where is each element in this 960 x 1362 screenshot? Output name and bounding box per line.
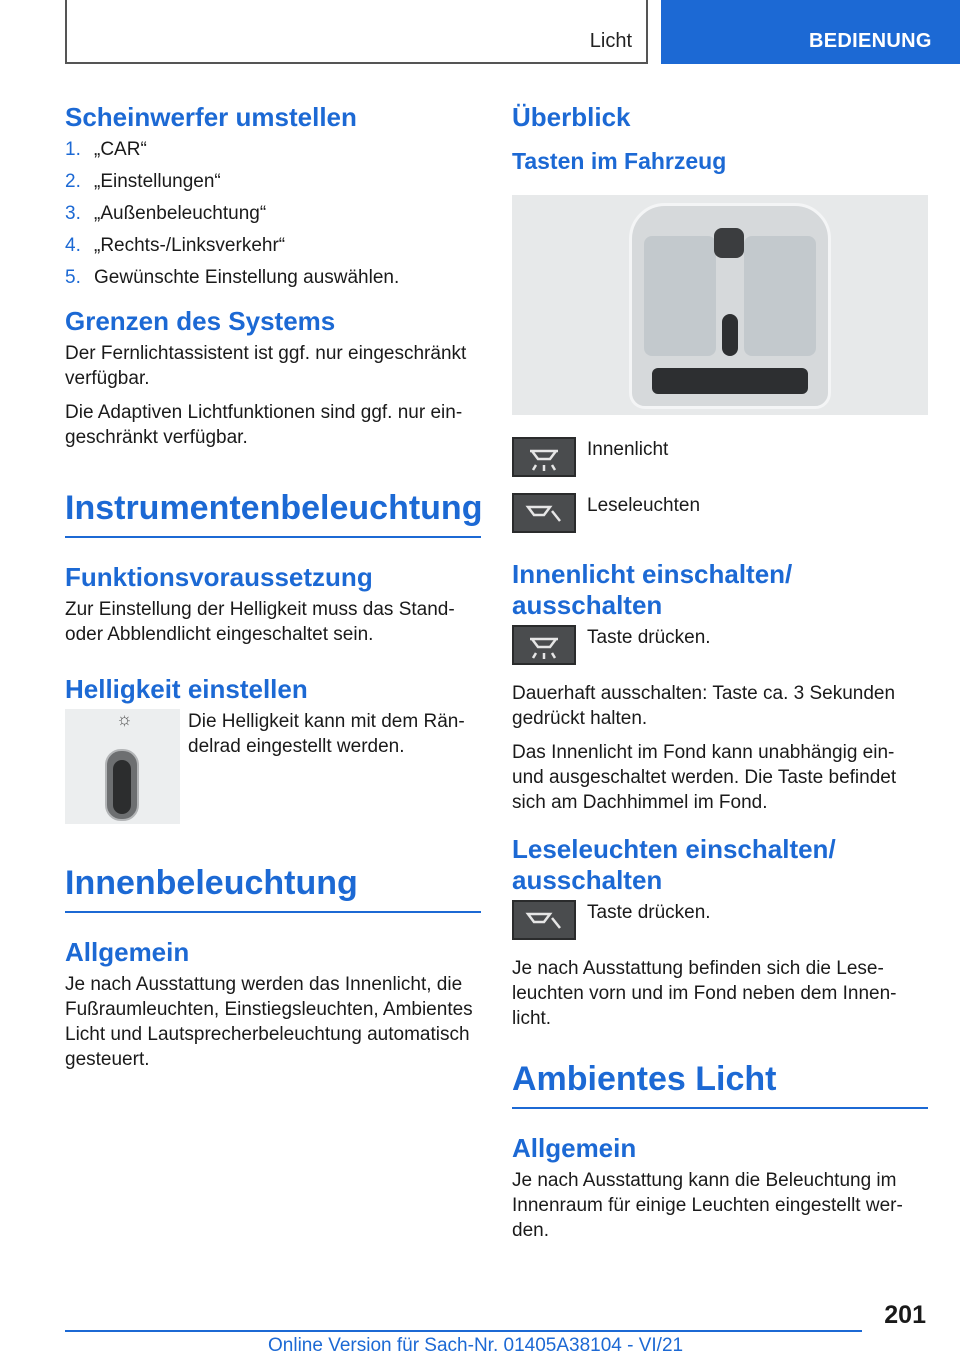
list-item: 3. „Außenbeleuchtung“ xyxy=(65,203,267,224)
roof-console-image xyxy=(512,195,928,415)
heading-scheinwerfer: Scheinwerfer umstellen xyxy=(65,102,357,132)
subheading-tasten: Tasten im Fahrzeug xyxy=(512,148,727,174)
list-item: 4. „Rechts-/Linksverkehr“ xyxy=(65,235,286,256)
heading-ambientes-licht: Ambientes Licht xyxy=(512,1058,928,1109)
paragraph: Je nach Ausstattung kann die Beleuchtung im Innenraum für einige Leuchten eingestellt werden. xyxy=(512,1170,903,1241)
paragraph: Dauerhaft ausschalten: Taste ca. 3 Sekunden gedrückt halten. xyxy=(512,683,896,729)
paragraph: Das Innenlicht im Fond kann unabhängig ein- und ausgeschaltet werden. Die Taste befindet sich am Dachhimmel im Fond. xyxy=(512,742,897,813)
thumbwheel-image xyxy=(65,709,180,824)
right-column xyxy=(512,102,928,1252)
paragraph: Die Adaptiven Lichtfunktionen sind ggf. nur eingeschränkt verfügbar. xyxy=(65,402,463,448)
thumbwheel-icon xyxy=(105,749,139,821)
section-tab: BEDIENUNG xyxy=(661,0,960,64)
button-legend-row xyxy=(512,437,928,477)
paragraph: Je nach Ausstattung befinden sich die Leseleuchten vorn und im Fond neben dem Innenlicht. xyxy=(512,958,897,1029)
button-strip-icon xyxy=(652,368,808,394)
steps-list xyxy=(65,137,481,290)
footer-divider xyxy=(65,1330,862,1332)
reading-light-icon xyxy=(512,900,576,940)
heading-helligkeit: Helligkeit einstellen xyxy=(65,674,308,704)
paragraph: Je nach Ausstattung werden das Innenlicht, die Fußraumleuchten, Einstiegsleuchten, Ambientes Licht und Lautsprecherbeleuchtung automatisch gesteuert. xyxy=(65,974,473,1070)
button-legend-row xyxy=(512,493,928,533)
brightness-icon: ☼ xyxy=(116,709,133,729)
instruction-text: Taste drücken. xyxy=(587,902,711,923)
interior-light-icon xyxy=(512,437,576,477)
heading-innenlicht: Innenlicht einschalten/ ausschalten xyxy=(512,559,793,620)
center-buttons-icon xyxy=(722,314,738,356)
heading-allgemein: Allgemein xyxy=(65,937,190,967)
left-column xyxy=(65,102,481,1081)
page-number: 201 xyxy=(884,1301,926,1329)
brightness-figure xyxy=(65,709,481,824)
reading-light-icon xyxy=(512,493,576,533)
reading-light-label: Leseleuchten xyxy=(587,495,701,516)
button-instruction-row xyxy=(512,900,928,940)
heading-leseleuchten: Leseleuchten einschalten/ ausschalten xyxy=(512,834,836,895)
instruction-text: Taste drücken. xyxy=(587,627,711,648)
heading-allgemein: Allgemein xyxy=(512,1133,637,1163)
header-box xyxy=(65,0,648,64)
footer-text: Online Version für Sach-Nr. 01405A38104 - VI/21 xyxy=(268,1335,684,1356)
heading-funktionsvoraussetzung: Funktionsvoraussetzung xyxy=(65,562,373,592)
interior-light-label: Innenlicht xyxy=(587,439,669,460)
heading-innenbeleuchtung: Innenbeleuchtung xyxy=(65,862,481,913)
paragraph: Zur Einstellung der Helligkeit muss das Stand- oder Abblendlicht eingeschaltet sein. xyxy=(65,599,455,645)
list-item: 2. „Einstellungen“ xyxy=(65,171,221,192)
heading-ueberblick: Überblick xyxy=(512,102,631,132)
chapter-title: Licht xyxy=(589,30,632,52)
button-instruction-row xyxy=(512,625,928,665)
heading-grenzen: Grenzen des Systems xyxy=(65,306,336,336)
list-item: 5. Gewünschte Einstellung auswählen. xyxy=(65,267,400,288)
paragraph: Der Fernlichtassistent ist ggf. nur eingeschränkt verfügbar. xyxy=(65,343,467,389)
list-item: 1. „CAR“ xyxy=(65,139,147,160)
paragraph: Die Helligkeit kann mit dem Rändelrad eingestellt werden. xyxy=(188,711,465,757)
heading-instrumentenbeleuchtung: Instrumentenbeleuchtung xyxy=(65,487,481,538)
interior-light-icon xyxy=(512,625,576,665)
sos-button-icon xyxy=(714,228,744,258)
